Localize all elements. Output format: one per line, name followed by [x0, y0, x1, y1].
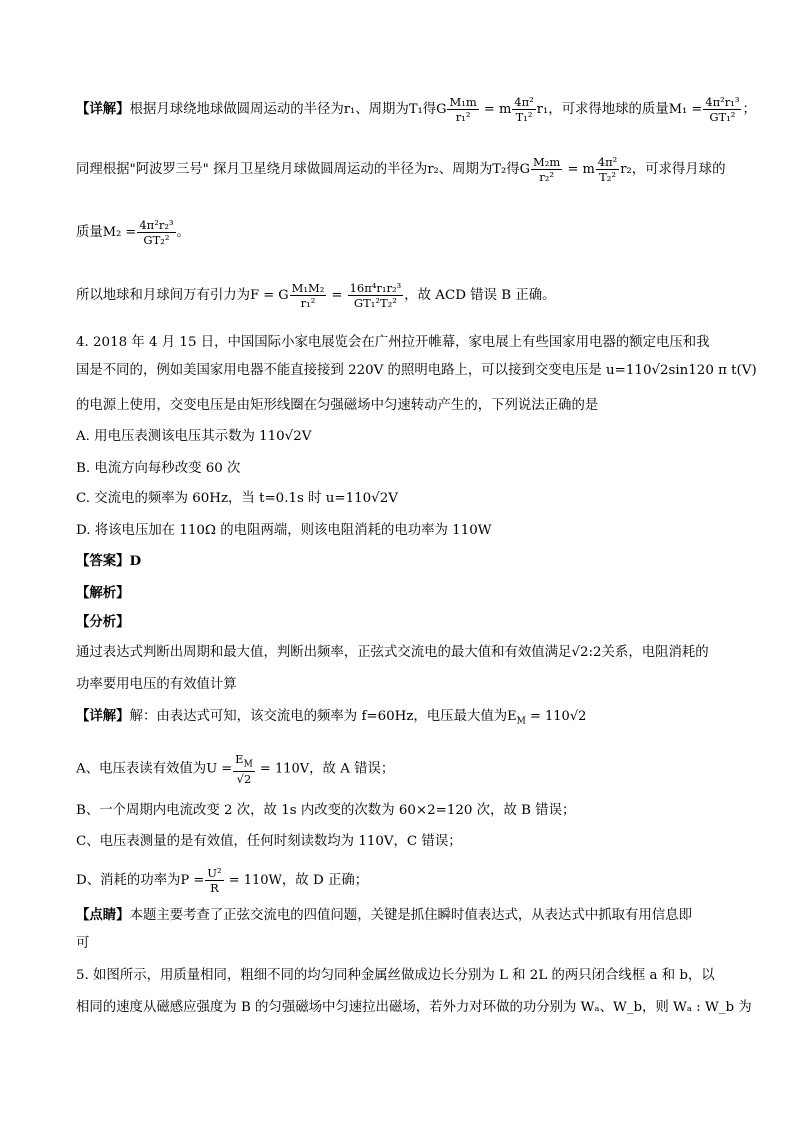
text: D、消耗的功率为 [76, 873, 181, 888]
math: E [507, 709, 517, 724]
denominator: GT₁²T₂² [353, 296, 397, 310]
text: ，可求得月球的 [631, 162, 726, 177]
analysis-line-2: 功率要用电压的有效值计算 [76, 677, 237, 692]
text: ； [742, 102, 756, 117]
numerator: 4π² [514, 95, 534, 109]
analysis-line-1: 通过表达式判断出周期和最大值，判断出频率，正弦式交流电的最大值和有效值满足√2:2关系，电阻消耗的 [76, 645, 709, 660]
dianjing-tag: 【点睛】 [76, 907, 130, 923]
math: F = G [250, 288, 289, 303]
text: 同理根据"阿波罗三号" 探月卫星绕月球做圆周运动的半径为 [76, 162, 428, 177]
math: r₁ [536, 102, 549, 117]
text: 得 [506, 162, 520, 177]
math: G [519, 162, 531, 177]
text: 本题主要考查了正弦交流电的四值问题，关键是抓住瞬时值表达式，从表达式中抓取有用信息即 [129, 908, 692, 923]
detail-line-3 [76, 218, 190, 247]
numerator: M₁M₂ [291, 281, 325, 295]
num-sub: M [243, 759, 253, 770]
text: 质量 [76, 225, 103, 240]
q4-detail-line [76, 706, 586, 732]
denominator: T₂² [599, 170, 616, 184]
text: 根据月球绕地球做圆周运动的半径为 [129, 102, 344, 117]
numerator: 4π²r₁³ [705, 95, 740, 109]
q5-stem-line-1: 5. 如图所示，用质量相同，粗细不同的均匀同种金属丝做成边长分别为 L 和 2L 的两只闭合线框 a 和 b，以 [76, 968, 715, 983]
math: G [436, 102, 447, 117]
text: 。 [176, 225, 190, 240]
numerator: 16π⁴r₁r₂³ [349, 281, 402, 295]
detail-tag: 【详解】 [76, 708, 130, 724]
q4-option-c: C. 交流电的频率为 60Hz，当 t=0.1s 时 u=110√2V [76, 491, 398, 506]
text: 得 [422, 102, 437, 117]
q4-option-d: D. 将该电压加在 110Ω 的电阻两端，则该电阻消耗的电功率为 110W [76, 523, 492, 538]
q4-stem-line-3: 的电源上使用，交变电压是由矩形线圈在匀强磁场中匀速转动产生的，下列说法正确的是 [76, 398, 599, 413]
numerator: M₂m [533, 155, 561, 169]
fraction [512, 95, 536, 124]
num-main: E [235, 752, 244, 766]
math: M₂ = [102, 225, 137, 240]
fraction [348, 281, 404, 310]
math: M₁ = [668, 102, 703, 117]
math: P = [180, 873, 205, 888]
math: r₁ [343, 102, 356, 117]
numerator: M₁m [449, 95, 477, 109]
numerator: 4π² [597, 155, 618, 169]
math: = 110√2 [525, 709, 587, 724]
answer: 【答案】D [76, 553, 142, 569]
q4-option-a: A. 用电压表测该电压其示数为 110√2V [76, 429, 312, 444]
text: 解：由表达式可知，该交流电的频率为 f=60Hz，电压最大值为 [129, 709, 508, 724]
denominator: r₁² [455, 110, 471, 124]
fenxi-heading: 【分析】 [76, 614, 130, 630]
detail-tag: 【详解】 [76, 101, 130, 117]
text: 、周期为 [355, 102, 409, 117]
q4-solution-b: B、一个周期内电流改变 2 次，故 1s 内改变的次数为 60×2=120 次，故 B 错误； [76, 803, 576, 818]
math: = m [563, 162, 595, 177]
q4-stem-line-2: 国是不同的，例如美国家用电器不能直接接到 220V 的照明电路上，可以接到交变电压是 u=110√2sin120 π t(V) [76, 363, 757, 378]
math: T₁ [408, 102, 423, 117]
q4-solution-a [76, 752, 394, 786]
denominator: r₂² [539, 170, 555, 184]
q4-solution-c: C、电压表测量的是有效值，任何时刻读数均为 110V，C 错误； [76, 834, 462, 849]
q4-solution-d [76, 866, 368, 895]
text: ，故 ACD 错误 B 正确。 [404, 288, 556, 303]
text: ，故 D 正确； [281, 873, 369, 888]
denominator: r₁² [300, 296, 316, 310]
text: ，可求得地球的质量 [548, 102, 669, 117]
numerator: 4π²r₂³ [139, 218, 174, 232]
math: = [327, 288, 347, 303]
detail-line-1 [76, 95, 756, 124]
fraction [447, 95, 478, 124]
text: 所以地球和月球间万有引力为 [76, 288, 251, 303]
fraction [703, 95, 741, 124]
denominator: GT₂² [143, 233, 170, 247]
math-sub: M [516, 716, 526, 727]
math: T₂ [492, 162, 507, 177]
denominator: √2 [236, 772, 252, 787]
math: = m [479, 102, 512, 117]
dianjing-line-2: 可 [76, 936, 90, 951]
fraction [531, 155, 562, 184]
text: ，故 A 错误； [309, 761, 395, 777]
denominator: T₁² [515, 110, 533, 124]
denominator: R [210, 881, 219, 895]
q4-stem-line-1: 4. 2018 年 4 月 15 日，中国国际小家电展览会在广州拉开帷幕，家电展上有些国家用电器的额定电压和我 [76, 335, 710, 350]
math: = 110V [255, 761, 310, 777]
numerator: U² [207, 866, 222, 880]
fraction [137, 218, 175, 247]
q4-option-b: B. 电流方向每秒改变 60 次 [76, 461, 241, 476]
detail-line-2 [76, 155, 725, 184]
q5-stem-line-2: 相同的速度从磁感应强度为 B 的匀强磁场中匀速拉出磁场，若外力对环做的功分别为 Wₐ、W_b，则 Wₐ : W_b 为 [76, 1000, 752, 1015]
fraction [233, 752, 255, 786]
fraction [205, 866, 223, 895]
jiexi-heading: 【解析】 [76, 585, 130, 601]
detail-line-4 [76, 281, 556, 310]
math: U = [206, 761, 233, 777]
dianjing-line-1 [76, 905, 692, 926]
math: r₂ [620, 162, 632, 177]
math: = 110W [224, 873, 282, 888]
fraction [290, 281, 327, 310]
numerator [233, 752, 255, 772]
denominator: GT₁² [709, 110, 736, 124]
text: A、电压表读有效值为 [76, 761, 207, 777]
math: r₂ [427, 162, 439, 177]
fraction [596, 155, 620, 184]
text: 、周期为 [438, 162, 493, 177]
